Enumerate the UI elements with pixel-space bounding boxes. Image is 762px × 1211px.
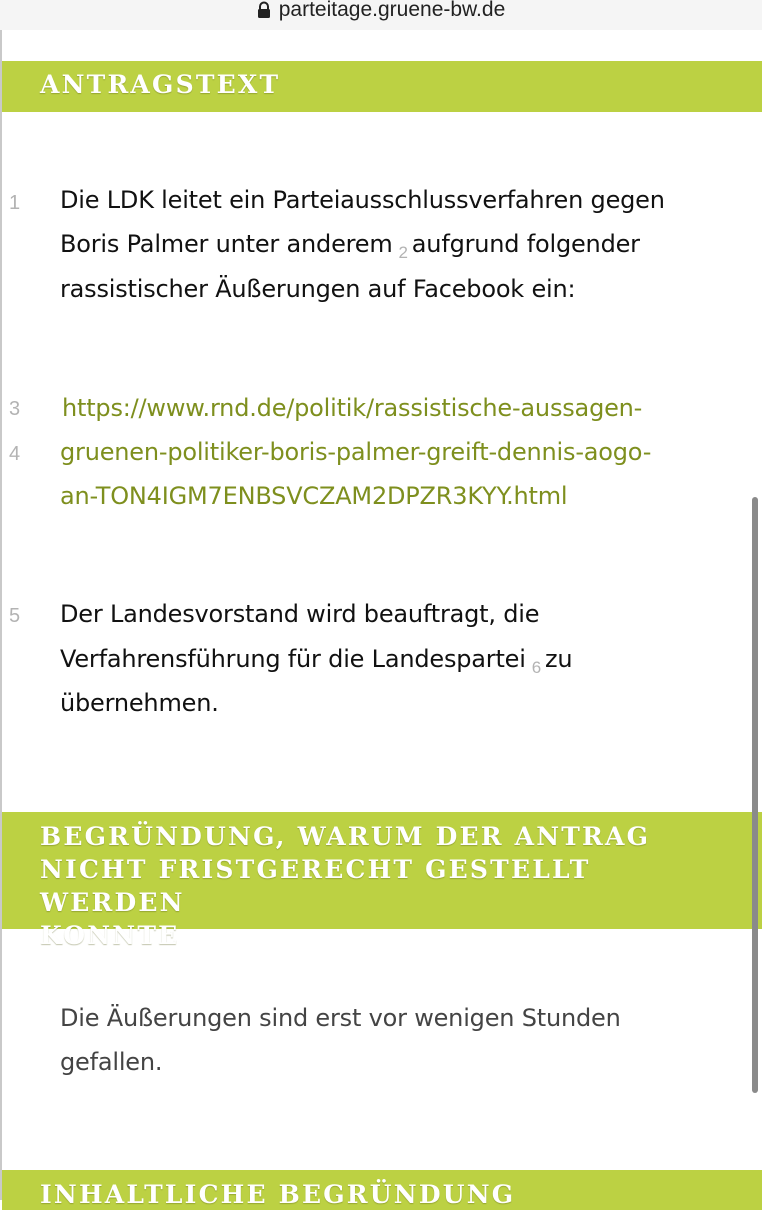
line-number: 1	[9, 192, 21, 214]
scrollbar[interactable]	[752, 497, 758, 1093]
line-number: 2	[398, 243, 408, 262]
reason-text: Die Äußerungen sind erst vor wenigen Stunden	[60, 1004, 621, 1032]
url-text: parteitage.gruene-bw.de	[278, 0, 506, 21]
source-link[interactable]: https://www.rnd.de/politik/rassistische-aussagen-	[62, 394, 643, 422]
motion-text: rassistischer Äußerungen auf Facebook ein:	[60, 275, 576, 303]
motion-text: Die LDK leitet ein Parteiausschlussverfahren gegen	[60, 186, 665, 214]
motion-text: übernehmen.	[60, 689, 219, 717]
section-header-inhaltliche-begruendung	[2, 1170, 762, 1210]
line-number: 5	[9, 605, 21, 627]
section-header-begruendung-frist	[2, 812, 762, 950]
motion-text: Boris Palmer unter anderem $_2$ aufgrund folgender	[60, 230, 640, 262]
line-number: 4	[9, 443, 21, 465]
motion-text: Verfahrensführung für die Landespartei $_6$ zu	[60, 645, 573, 677]
line-number: 6	[531, 658, 541, 677]
reason-text: gefallen.	[60, 1048, 163, 1076]
motion-text: Der Landesvorstand wird beauftragt, die	[60, 600, 540, 628]
section-title: ANTRAGSTEXT	[40, 70, 281, 99]
browser-url-bar[interactable]	[0, 0, 762, 30]
section-header-antragstext	[2, 61, 762, 112]
lock-icon	[257, 1, 271, 19]
page-content	[0, 30, 762, 1209]
source-link[interactable]: an-TON4IGM7ENBSVCZAM2DPZR3KYY.html	[60, 482, 568, 510]
source-link[interactable]: gruenen-politiker-boris-palmer-greift-dennis-aogo-	[60, 438, 652, 466]
section-title: BEGRÜNDUNG, WARUM DER ANTRAG NICHT FRISTGERECHT GESTELLT WERDEN KONNTE	[40, 822, 651, 950]
section-title: INHALTLICHE BEGRÜNDUNG	[40, 1180, 516, 1209]
line-number: 3	[9, 398, 21, 420]
